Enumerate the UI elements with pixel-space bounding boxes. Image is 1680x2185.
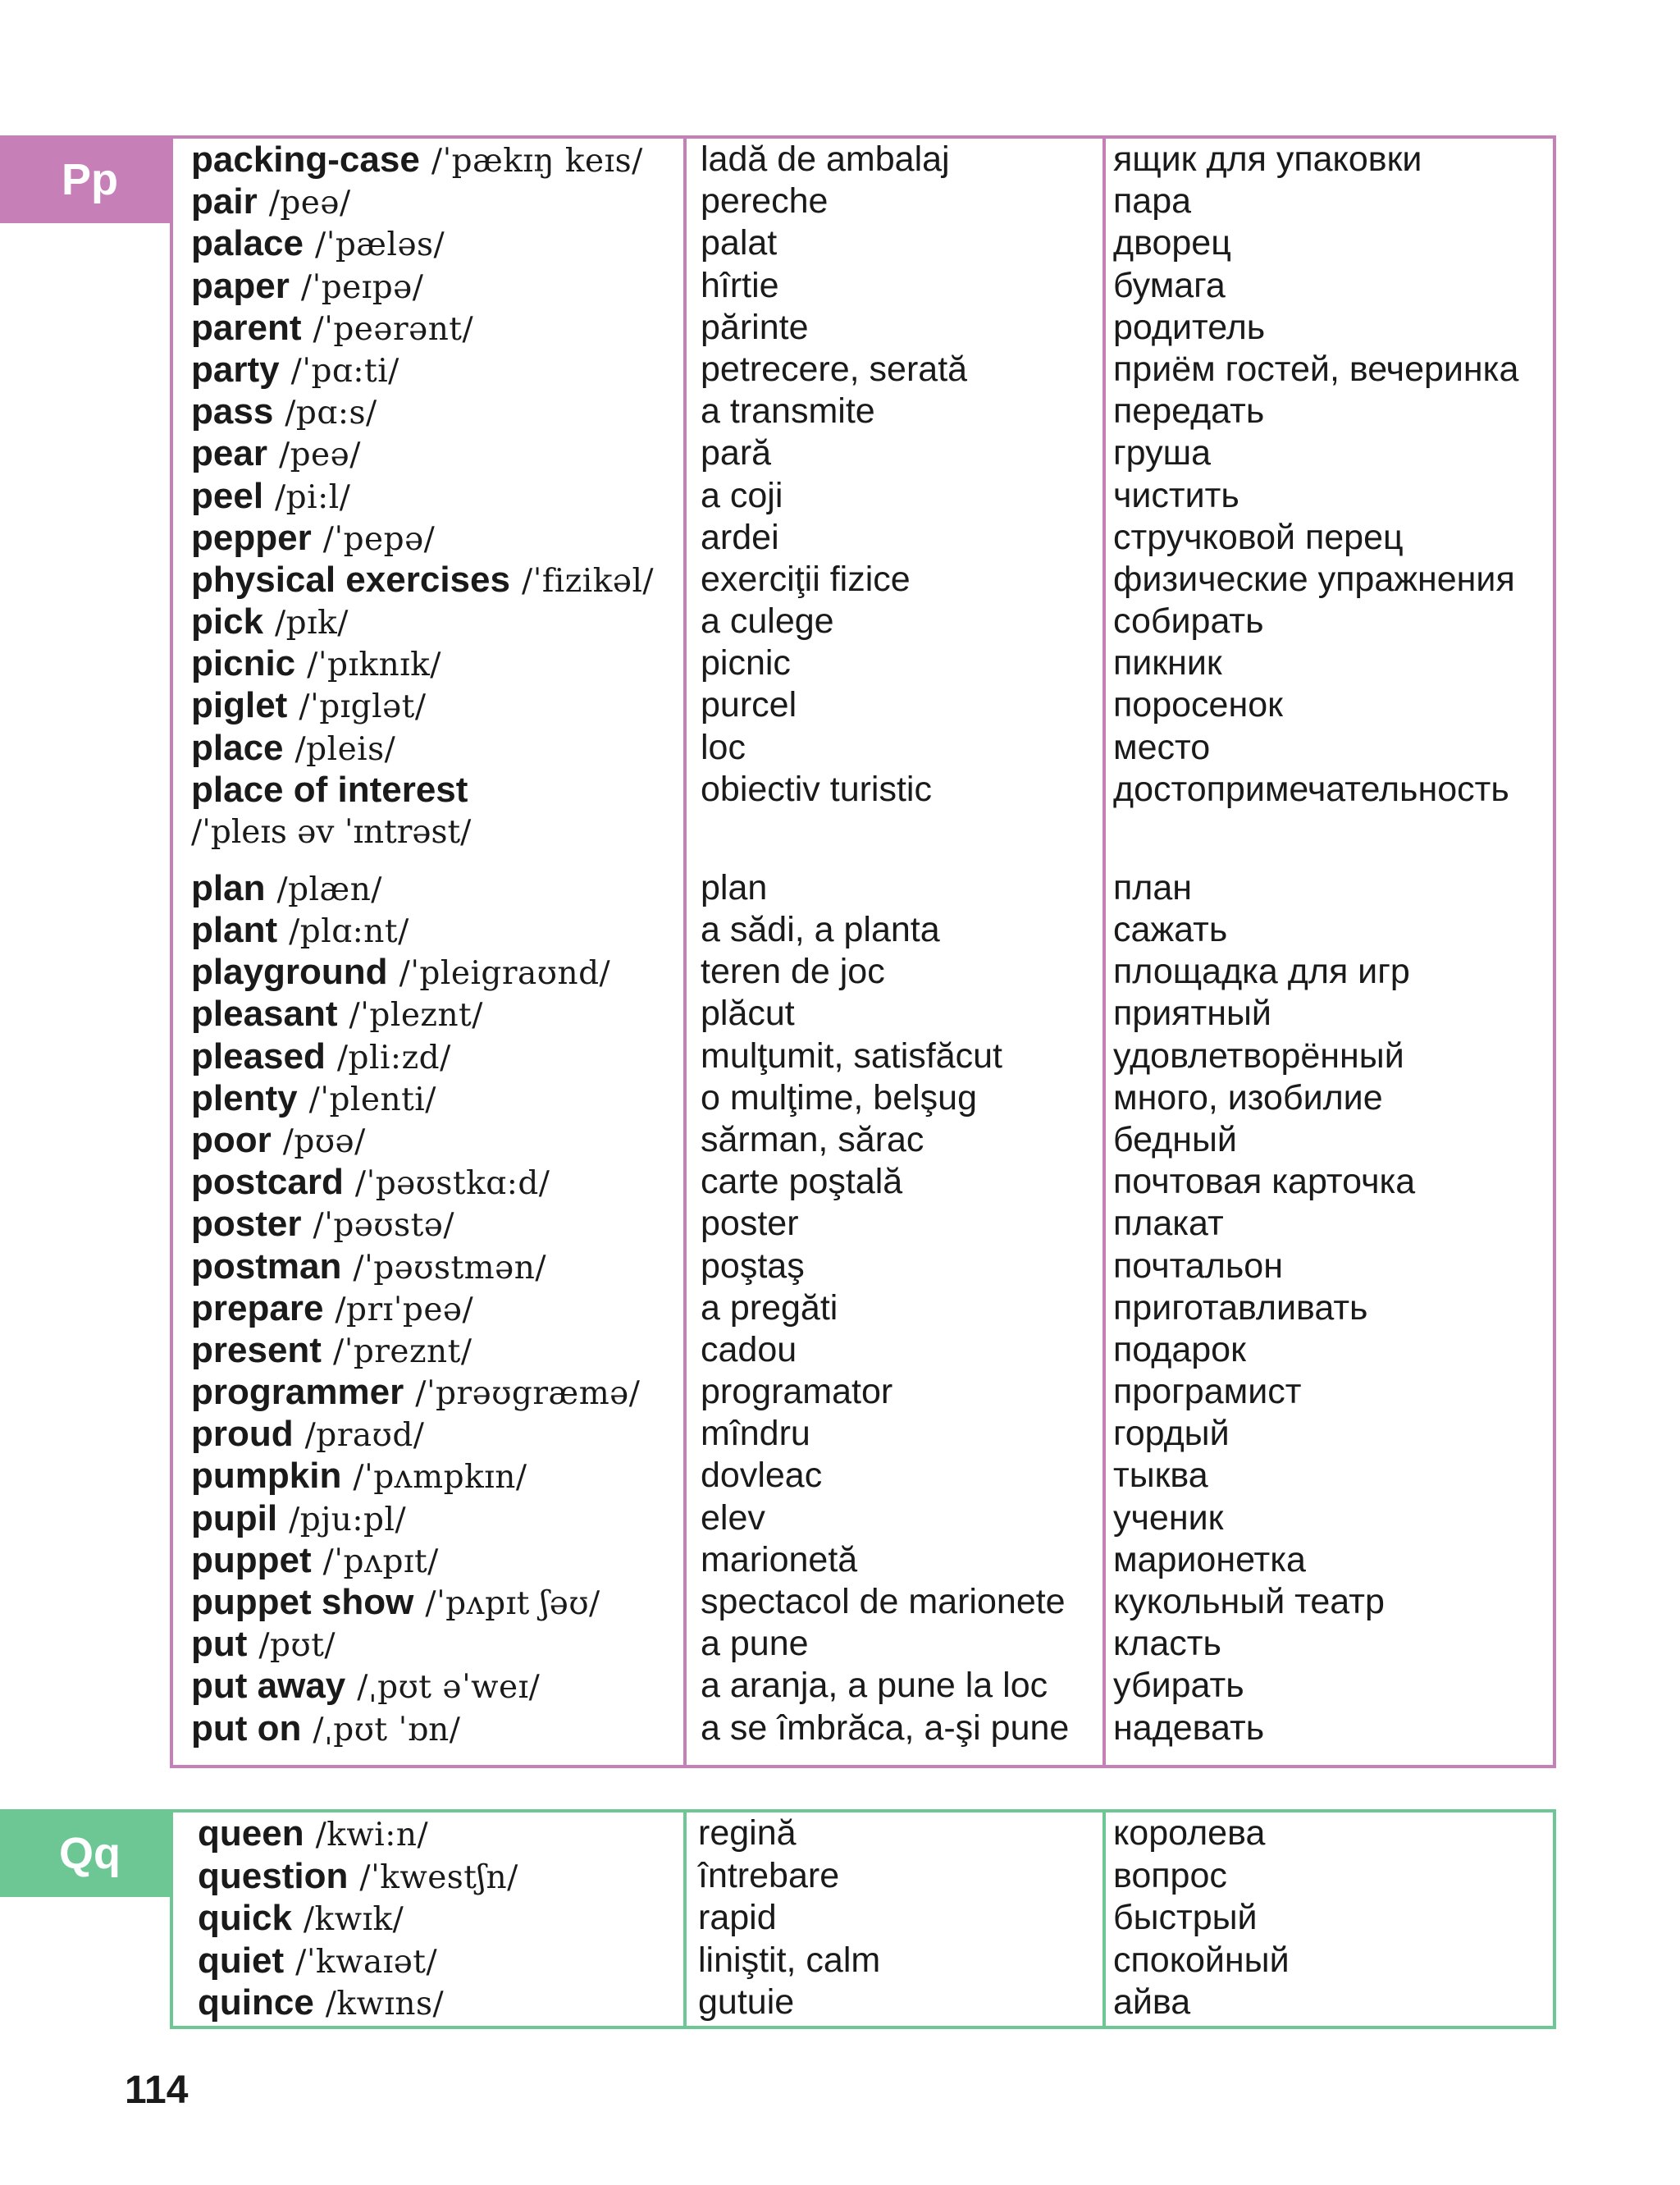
transcription: /plɑ:nt/ xyxy=(289,913,409,950)
vocabulary-entry xyxy=(173,642,1553,684)
romanian-translation: poştaş xyxy=(701,1246,805,1286)
english-word: paper xyxy=(191,265,290,306)
entry-list-p xyxy=(173,139,1553,1749)
english-cell xyxy=(191,867,382,911)
romanian-translation: întrebare xyxy=(698,1855,840,1895)
english-cell xyxy=(191,1623,336,1666)
vocabulary-entry xyxy=(173,909,1553,951)
transcription: /ˈpæləs/ xyxy=(314,226,445,264)
russian-translation: кукольный театр xyxy=(1113,1582,1385,1621)
vocabulary-entry xyxy=(173,1246,1553,1287)
transcription: /plæn/ xyxy=(276,871,382,908)
transcription: /ˈpʌpɪt ʃəʊ/ xyxy=(425,1585,600,1622)
english-cell xyxy=(191,1413,424,1456)
transcription: /ˈpəʊstə/ xyxy=(313,1207,454,1245)
vocabulary-entry xyxy=(173,727,1553,769)
transcription: /ˈpɪglət/ xyxy=(299,688,427,726)
english-word: queen xyxy=(198,1813,304,1854)
english-word: pepper xyxy=(191,517,312,558)
romanian-translation: hîrtie xyxy=(701,265,779,305)
romanian-translation: mulţumit, satisfăcut xyxy=(701,1035,1002,1076)
vocabulary-entry xyxy=(173,1812,1553,1855)
russian-translation: собирать xyxy=(1113,601,1264,642)
transcription: /ˌpʊt əˈweɪ/ xyxy=(357,1669,541,1707)
english-cell xyxy=(191,139,643,182)
transcription: /ˈpeɪpə/ xyxy=(300,268,424,306)
english-word: pass xyxy=(191,391,274,432)
russian-translation: площадка для игр xyxy=(1113,952,1410,992)
english-cell xyxy=(191,993,483,1036)
russian-translation: класть xyxy=(1113,1624,1221,1664)
transcription: /ˈpʌpɪt/ xyxy=(322,1543,439,1580)
russian-translation: почтальон xyxy=(1113,1246,1283,1286)
transcription: /pɑ:s/ xyxy=(285,395,377,432)
russian-translation: поросенок xyxy=(1113,685,1283,725)
transcription: /ˈpəʊstmən/ xyxy=(353,1249,546,1287)
russian-translation: убирать xyxy=(1113,1666,1244,1706)
russian-translation: план xyxy=(1113,867,1193,907)
english-word: present xyxy=(191,1329,322,1370)
english-word: physical exercises xyxy=(191,559,510,600)
english-word: picnic xyxy=(191,643,296,684)
vocabulary-entry xyxy=(173,349,1553,391)
english-cell xyxy=(191,1455,527,1498)
transcription: /kwi:n/ xyxy=(315,1817,429,1854)
english-word: packing-case xyxy=(191,139,420,180)
english-word: poster xyxy=(191,1204,302,1245)
english-cell xyxy=(191,265,423,309)
vocabulary-entry xyxy=(173,993,1553,1035)
english-cell xyxy=(191,432,361,476)
vocabulary-entry xyxy=(173,265,1553,307)
romanian-translation: a aranja, a pune la loc xyxy=(701,1666,1048,1706)
transcription: /kwɪns/ xyxy=(325,1986,445,2023)
english-cell xyxy=(191,1161,550,1204)
russian-translation: чистить xyxy=(1113,475,1239,515)
english-cell xyxy=(191,475,350,519)
romanian-translation: petrecere, serată xyxy=(701,349,968,389)
vocabulary-entry xyxy=(173,1982,1553,2024)
russian-translation: марионетка xyxy=(1113,1539,1306,1579)
english-cell xyxy=(191,1035,451,1079)
vocabulary-entry xyxy=(173,1623,1553,1665)
english-cell xyxy=(198,1897,404,1940)
transcription: /ˈprəʊgræmə/ xyxy=(415,1375,641,1413)
english-word: proud xyxy=(191,1414,294,1455)
english-cell xyxy=(191,1119,366,1163)
transcription: /ˈkwaɪət/ xyxy=(295,1943,438,1981)
transcription: /peə/ xyxy=(278,437,361,474)
romanian-translation: purcel xyxy=(701,685,797,725)
english-cell xyxy=(191,1287,473,1331)
vocabulary-entry xyxy=(173,867,1553,909)
english-cell xyxy=(191,181,351,224)
english-word: playground xyxy=(191,952,388,993)
english-word: party xyxy=(191,349,280,390)
russian-translation: почтовая карточка xyxy=(1113,1162,1416,1202)
romanian-translation: elev xyxy=(701,1497,765,1538)
english-word: put on xyxy=(191,1707,302,1748)
russian-translation: бедный xyxy=(1113,1119,1237,1159)
transcription: /pi:l/ xyxy=(275,478,351,516)
russian-translation: место xyxy=(1113,727,1211,767)
romanian-translation: ardei xyxy=(701,517,779,557)
english-word: place of interest xyxy=(191,769,468,810)
english-cell xyxy=(191,1329,472,1373)
russian-translation: айва xyxy=(1113,1982,1191,2022)
russian-translation: пикник xyxy=(1113,643,1222,683)
english-word: put xyxy=(191,1624,248,1665)
vocabulary-entry xyxy=(173,432,1553,474)
vocabulary-table-p xyxy=(170,135,1556,1768)
english-cell xyxy=(191,909,409,953)
english-cell xyxy=(191,642,441,686)
english-word: programmer xyxy=(191,1372,404,1413)
vocabulary-entry xyxy=(173,1413,1553,1455)
english-word: plenty xyxy=(191,1077,298,1118)
english-cell xyxy=(191,1539,439,1583)
english-cell xyxy=(191,769,468,811)
english-cell xyxy=(191,727,395,770)
english-word: puppet show xyxy=(191,1582,414,1622)
vocabulary-entry xyxy=(173,769,1553,867)
romanian-translation: plan xyxy=(701,867,768,907)
english-word: parent xyxy=(191,307,302,348)
transcription: /ˈpepə/ xyxy=(322,520,436,558)
romanian-translation: a pregăti xyxy=(701,1287,838,1328)
romanian-translation: loc xyxy=(701,727,746,767)
transcription: /ˈpleznt/ xyxy=(349,997,483,1035)
vocabulary-entry xyxy=(173,951,1553,993)
transcription: /ˈpreznt/ xyxy=(332,1332,472,1370)
vocabulary-entry xyxy=(173,559,1553,601)
romanian-translation: obiectiv turistic xyxy=(701,769,932,809)
english-word: place xyxy=(191,727,284,768)
russian-translation: передать xyxy=(1113,391,1265,432)
transcription: /ˈpʌmpkɪn/ xyxy=(353,1459,527,1497)
english-cell xyxy=(191,1581,600,1625)
transcription: /peə/ xyxy=(268,185,351,222)
transcription: /ˈpɑ:ti/ xyxy=(290,352,399,390)
vocabulary-entry xyxy=(173,1539,1553,1581)
russian-translation: удовлетворённый xyxy=(1113,1035,1404,1076)
russian-translation: много, изобилие xyxy=(1113,1077,1383,1118)
transcription: /ˈfizikəl/ xyxy=(521,562,655,600)
romanian-translation: spectacol de marionete xyxy=(701,1582,1066,1621)
russian-translation: ящик для упаковки xyxy=(1113,139,1422,179)
transcription: /pleis/ xyxy=(294,730,396,768)
transcription: /ˈpleɪs əv ˈɪntrəst/ xyxy=(191,813,472,851)
vocabulary-entry xyxy=(173,1329,1553,1371)
transcription: /praʊd/ xyxy=(304,1417,425,1455)
transcription: /ˈpəʊstkɑ:d/ xyxy=(354,1165,550,1203)
english-word: put away xyxy=(191,1666,346,1707)
romanian-translation: sărman, sărac xyxy=(701,1119,924,1159)
russian-translation: гордый xyxy=(1113,1414,1230,1454)
vocabulary-entry xyxy=(173,1161,1553,1203)
english-cell xyxy=(191,684,426,728)
romanian-translation: palat xyxy=(701,223,778,263)
english-cell xyxy=(191,951,610,994)
romanian-translation: dovleac xyxy=(701,1456,823,1496)
russian-translation: физические упражнения xyxy=(1113,559,1515,599)
russian-translation: груша xyxy=(1113,433,1212,473)
vocabulary-entry xyxy=(173,222,1553,264)
romanian-translation: teren de joc xyxy=(701,952,885,992)
transcription: /pʊt/ xyxy=(258,1627,336,1665)
english-cell xyxy=(191,1665,540,1708)
english-word: postcard xyxy=(191,1162,344,1203)
page-number: 114 xyxy=(125,2068,189,2112)
section-letter-p: Pp xyxy=(0,135,170,223)
romanian-translation: pereche xyxy=(701,181,829,222)
english-cell xyxy=(191,349,399,392)
russian-translation: спокойный xyxy=(1113,1940,1290,1980)
vocabulary-entry xyxy=(173,1371,1553,1413)
english-cell xyxy=(198,1855,518,1899)
russian-translation: тыква xyxy=(1113,1456,1208,1496)
english-cell xyxy=(191,307,473,350)
english-word: plant xyxy=(191,910,278,950)
russian-translation: вопрос xyxy=(1113,1855,1227,1895)
vocabulary-entry xyxy=(173,391,1553,432)
russian-translation: стручковой перец xyxy=(1113,517,1404,557)
transcription: /pʊə/ xyxy=(282,1122,366,1160)
romanian-translation: pară xyxy=(701,433,772,473)
russian-translation: плакат xyxy=(1113,1204,1224,1244)
romanian-translation: a culege xyxy=(701,601,834,642)
transcription: /ˈpɪknɪk/ xyxy=(307,647,441,684)
romanian-translation: picnic xyxy=(701,643,791,683)
romanian-translation: liniştit, calm xyxy=(698,1940,881,1980)
russian-translation: програмист xyxy=(1113,1372,1302,1412)
transcription: /pɪk/ xyxy=(275,605,349,642)
romanian-translation: a se îmbrăca, a-şi pune xyxy=(701,1707,1070,1748)
english-cell xyxy=(191,1203,454,1246)
english-cell xyxy=(198,1812,428,1856)
transcription: /ˈpækɪŋ keɪs/ xyxy=(431,143,643,180)
russian-translation: сажать xyxy=(1113,910,1228,949)
vocabulary-entry xyxy=(173,517,1553,559)
english-word: quince xyxy=(198,1982,314,2023)
transcription: /pju:pl/ xyxy=(289,1501,407,1538)
romanian-translation: gutuie xyxy=(698,1982,795,2022)
vocabulary-entry xyxy=(173,601,1553,642)
vocabulary-entry xyxy=(173,181,1553,222)
romanian-translation: regină xyxy=(698,1813,797,1853)
russian-translation: приём гостей, вечеринка xyxy=(1113,349,1519,389)
vocabulary-entry xyxy=(173,1455,1553,1497)
vocabulary-entry xyxy=(173,475,1553,517)
vocabulary-entry xyxy=(173,1665,1553,1707)
vocabulary-entry xyxy=(173,1035,1553,1077)
russian-translation: подарок xyxy=(1113,1329,1246,1369)
romanian-translation: a sădi, a planta xyxy=(701,910,940,949)
section-letter-q: Qq xyxy=(0,1809,170,1897)
vocabulary-entry xyxy=(173,1855,1553,1898)
russian-translation: приготавливать xyxy=(1113,1287,1368,1328)
vocabulary-entry xyxy=(173,1203,1553,1245)
english-word: poor xyxy=(191,1119,272,1160)
english-word: pair xyxy=(191,181,258,222)
russian-translation: пара xyxy=(1113,181,1192,222)
romanian-translation: exerciţii fizice xyxy=(701,559,911,599)
english-cell xyxy=(191,517,435,560)
transcription: /ˌpʊt ˈɒn/ xyxy=(313,1711,461,1748)
vocabulary-table-q xyxy=(170,1809,1556,2029)
transcription: /ˈpeərənt/ xyxy=(313,310,474,348)
romanian-translation: rapid xyxy=(698,1898,777,1937)
russian-translation: ученик xyxy=(1113,1497,1224,1538)
english-cell xyxy=(198,1940,437,1983)
english-word: palace xyxy=(191,223,304,264)
transcription: /prɪˈpeə/ xyxy=(335,1291,474,1328)
vocabulary-entry xyxy=(173,1077,1553,1119)
romanian-translation: a coji xyxy=(701,475,783,515)
romanian-translation: plăcut xyxy=(701,994,795,1034)
english-word: piglet xyxy=(191,685,288,726)
vocabulary-entry xyxy=(173,1497,1553,1539)
transcription: /ˈpleigraʊnd/ xyxy=(399,955,611,993)
english-word: pleasant xyxy=(191,994,338,1035)
romanian-translation: carte poştală xyxy=(701,1162,903,1202)
vocabulary-entry xyxy=(173,1287,1553,1329)
romanian-translation: ladă de ambalaj xyxy=(701,139,950,179)
vocabulary-entry xyxy=(173,1119,1553,1161)
english-cell xyxy=(191,222,445,266)
english-word: peel xyxy=(191,475,264,516)
transcription: /ˈkwestʃn/ xyxy=(359,1858,518,1896)
english-cell xyxy=(191,1497,406,1541)
english-word: question xyxy=(198,1855,349,1896)
english-cell xyxy=(191,601,349,644)
english-word: pumpkin xyxy=(191,1456,342,1497)
russian-translation: бумага xyxy=(1113,265,1226,305)
transcription: /pli:zd/ xyxy=(336,1039,451,1077)
romanian-translation: poster xyxy=(701,1204,799,1244)
russian-translation: родитель xyxy=(1113,307,1266,347)
english-word: pleased xyxy=(191,1035,326,1077)
english-word: postman xyxy=(191,1246,342,1287)
russian-translation: надевать xyxy=(1113,1707,1265,1748)
transcription: /kwɪk/ xyxy=(303,1901,404,1938)
english-word: pick xyxy=(191,601,264,642)
vocabulary-entry xyxy=(173,1897,1553,1940)
english-word: quiet xyxy=(198,1940,285,1981)
romanian-translation: mîndru xyxy=(701,1414,810,1454)
english-word: puppet xyxy=(191,1539,312,1580)
romanian-translation: a pune xyxy=(701,1624,809,1664)
english-cell xyxy=(191,1371,640,1415)
romanian-translation: a transmite xyxy=(701,391,875,432)
english-word: quick xyxy=(198,1898,292,1938)
romanian-translation: părinte xyxy=(701,307,809,347)
english-word: pupil xyxy=(191,1497,278,1538)
english-cell xyxy=(191,1077,436,1121)
english-cell xyxy=(198,1982,444,2025)
vocabulary-entry xyxy=(173,139,1553,181)
entry-list-q xyxy=(173,1812,1553,2024)
romanian-translation: marionetă xyxy=(701,1539,858,1579)
russian-translation: приятный xyxy=(1113,994,1271,1034)
transcription: /ˈplenti/ xyxy=(308,1081,436,1118)
english-word: prepare xyxy=(191,1287,324,1328)
english-cell xyxy=(191,391,377,434)
vocabulary-entry xyxy=(173,1940,1553,1982)
russian-translation: быстрый xyxy=(1113,1898,1258,1937)
russian-translation: дворец xyxy=(1113,223,1231,263)
vocabulary-entry xyxy=(173,307,1553,349)
english-cell xyxy=(191,559,654,602)
english-cell xyxy=(191,1707,460,1751)
russian-translation: королева xyxy=(1113,1813,1266,1853)
russian-translation: достопримечательность xyxy=(1113,769,1509,809)
romanian-translation: o mulţime, belşug xyxy=(701,1077,977,1118)
english-cell xyxy=(191,1246,546,1289)
vocabulary-entry xyxy=(173,1707,1553,1749)
vocabulary-entry xyxy=(173,1581,1553,1623)
english-word: pear xyxy=(191,433,267,474)
vocabulary-entry xyxy=(173,684,1553,726)
romanian-translation: cadou xyxy=(701,1329,797,1369)
english-word: plan xyxy=(191,867,266,908)
romanian-translation: programator xyxy=(701,1372,893,1412)
